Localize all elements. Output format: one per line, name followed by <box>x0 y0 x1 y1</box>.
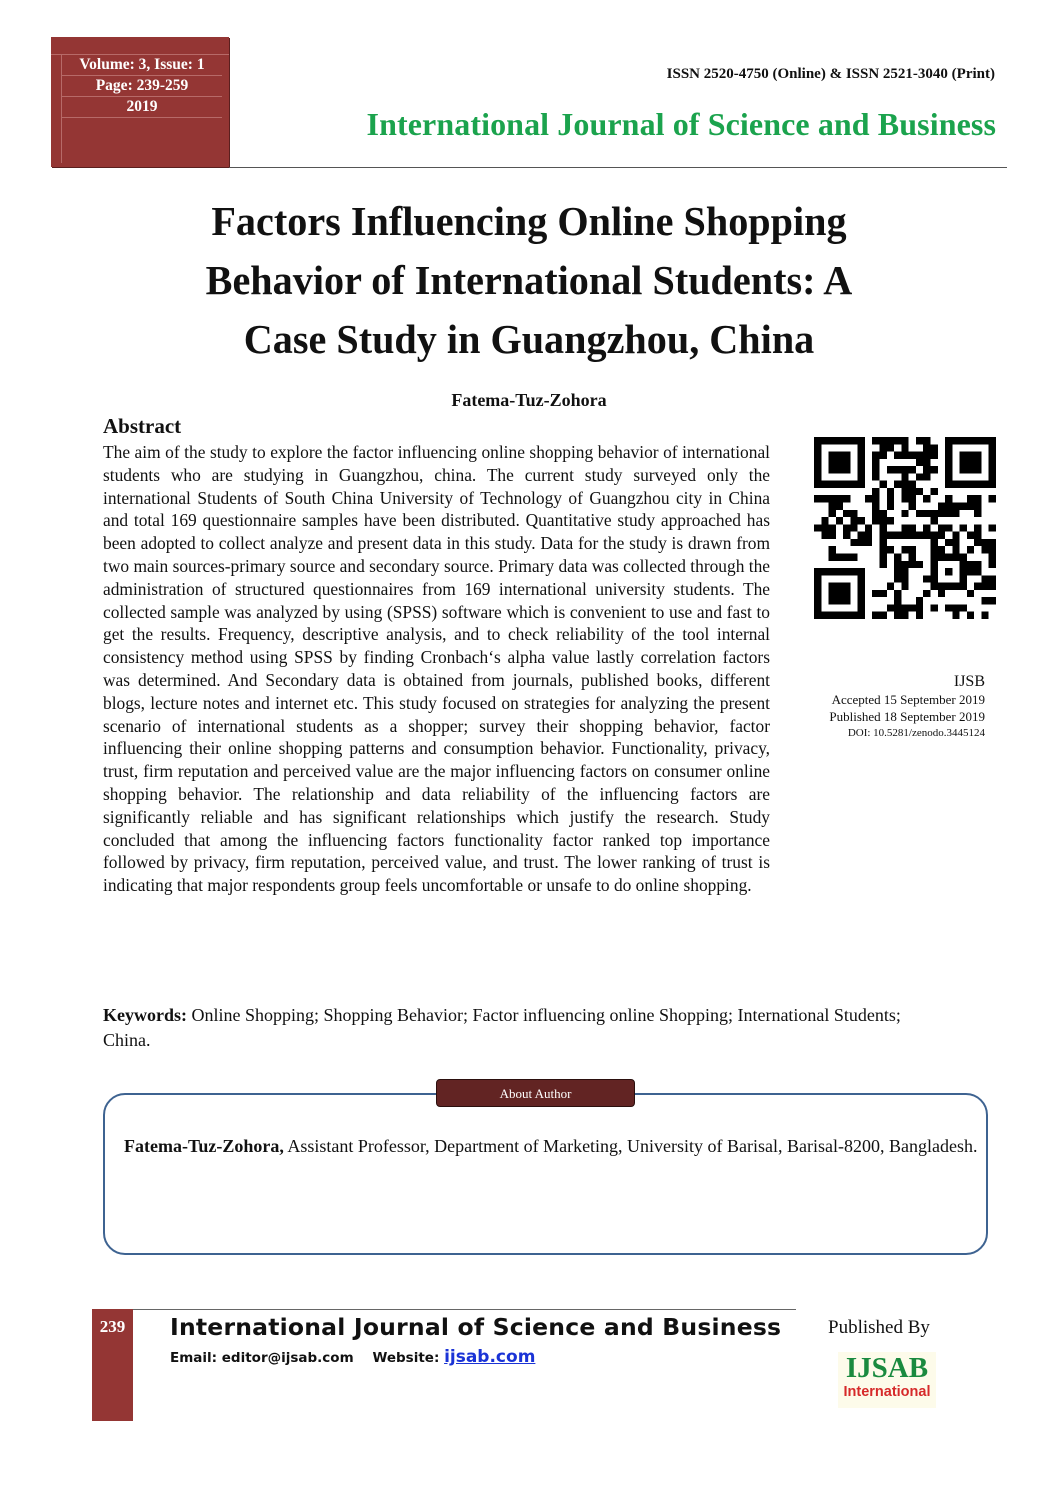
paper-author: Fatema-Tuz-Zohora <box>451 390 607 410</box>
volume-box <box>51 37 229 167</box>
volume-issue: Volume: 3, Issue: 1 <box>62 55 222 76</box>
author-info-details: Assistant Professor, Department of Marketing, University of Barisal, Barisal-8200, Bangladesh. <box>287 1136 978 1156</box>
published-date: Published 18 September 2019 <box>829 708 985 724</box>
issn-line: ISSN 2520-4750 (Online) & ISSN 2521-3040 (Print) <box>666 66 995 82</box>
about-author-tab: About Author <box>436 1079 635 1107</box>
paper-title <box>69 192 988 369</box>
author-info-name: Fatema-Tuz-Zohora, <box>124 1136 284 1156</box>
publication-meta <box>829 672 985 742</box>
accepted-date: Accepted 15 September 2019 <box>831 692 985 707</box>
published-by-label: Published By <box>828 1317 930 1338</box>
page-range: Page: 239-259 <box>62 76 222 97</box>
abstract-text: The aim of the study to explore the factor influencing online shopping behavior of international students who are studying in Guangzhou, china. The current study surveyed only the international Students of South China University of Technology of Guangzhou city in China and total 169 questionnaire samples have been distributed. Quantitative study approached has been adopted to collect analyze and present data in this study. Data for the study is drawn from two main sources-primary source and secondary source. Primary data was collected through the administration of structured questionnaires from 169 international university students. The collected sample was analyzed by using (SPSS) software which is convenient to use and fast to get the results. Frequency, descriptive analysis, and to check reliability of the tool internal consistency method using SPSS by finding Cronbach‘s alpha value lastly correlation factors was determined. And Secondary data is obtained from journals, published books, different blogs, lecture notes and internet etc. This study focused on strategies for analyzing the present scenario of international students as a shopper; survey their shopping behavior, factor influencing their online shopping patterns and consumption behavior. Functionality, privacy, trust, firm reputation and perceived value are the major influencing factors on consumer online shopping behavior. The relationship and data reliability of the influencing factors are significantly reliable and has significant relationships which justify the research. Study concluded that among the influencing factors functionality factor ranked top importance followed by privacy, firm reputation, perceived value, and trust. The lower ranking of trust is indicating that major respondents group feels uncomfortable or unsafe to do online shopping. <box>103 442 770 896</box>
website-link[interactable]: ijsab.com <box>444 1347 536 1367</box>
journal-abbrev: IJSB <box>953 673 985 690</box>
page-number: 239 <box>99 1317 126 1336</box>
footer-journal-title: International Journal of Science and Business <box>170 1313 782 1341</box>
keywords-label: Keywords: <box>103 1005 187 1025</box>
header-divider <box>229 167 1007 168</box>
keywords <box>103 1003 903 1053</box>
email-label: Email: <box>170 1350 218 1366</box>
doi[interactable]: DOI: 10.5281/zenodo.3445124 <box>847 727 985 739</box>
abstract-heading: Abstract <box>103 414 182 438</box>
logo-line-1: IJSAB <box>845 1352 929 1384</box>
title-line: Factors Influencing Online Shopping <box>211 198 847 244</box>
footer-contact <box>170 1347 535 1367</box>
title-line: Case Study in Guangzhou, China <box>243 316 815 362</box>
email-address[interactable]: editor@ijsab.com <box>221 1350 354 1366</box>
journal-title: International Journal of Science and Business <box>366 106 996 142</box>
publisher-logo <box>838 1352 936 1408</box>
footer-divider <box>133 1309 796 1310</box>
title-line: Behavior of International Students: A <box>205 257 853 303</box>
publication-year: 2019 <box>62 97 222 118</box>
qr-code-icon[interactable] <box>814 437 996 619</box>
volume-box-inner <box>61 55 230 163</box>
logo-line-2: International <box>843 1384 931 1400</box>
website-label: Website: <box>372 1350 440 1366</box>
author-info <box>124 1134 1019 1158</box>
keywords-list: Online Shopping; Shopping Behavior; Factor influencing online Shopping; International Students; China. <box>103 1005 901 1050</box>
about-author-box <box>103 1093 988 1255</box>
